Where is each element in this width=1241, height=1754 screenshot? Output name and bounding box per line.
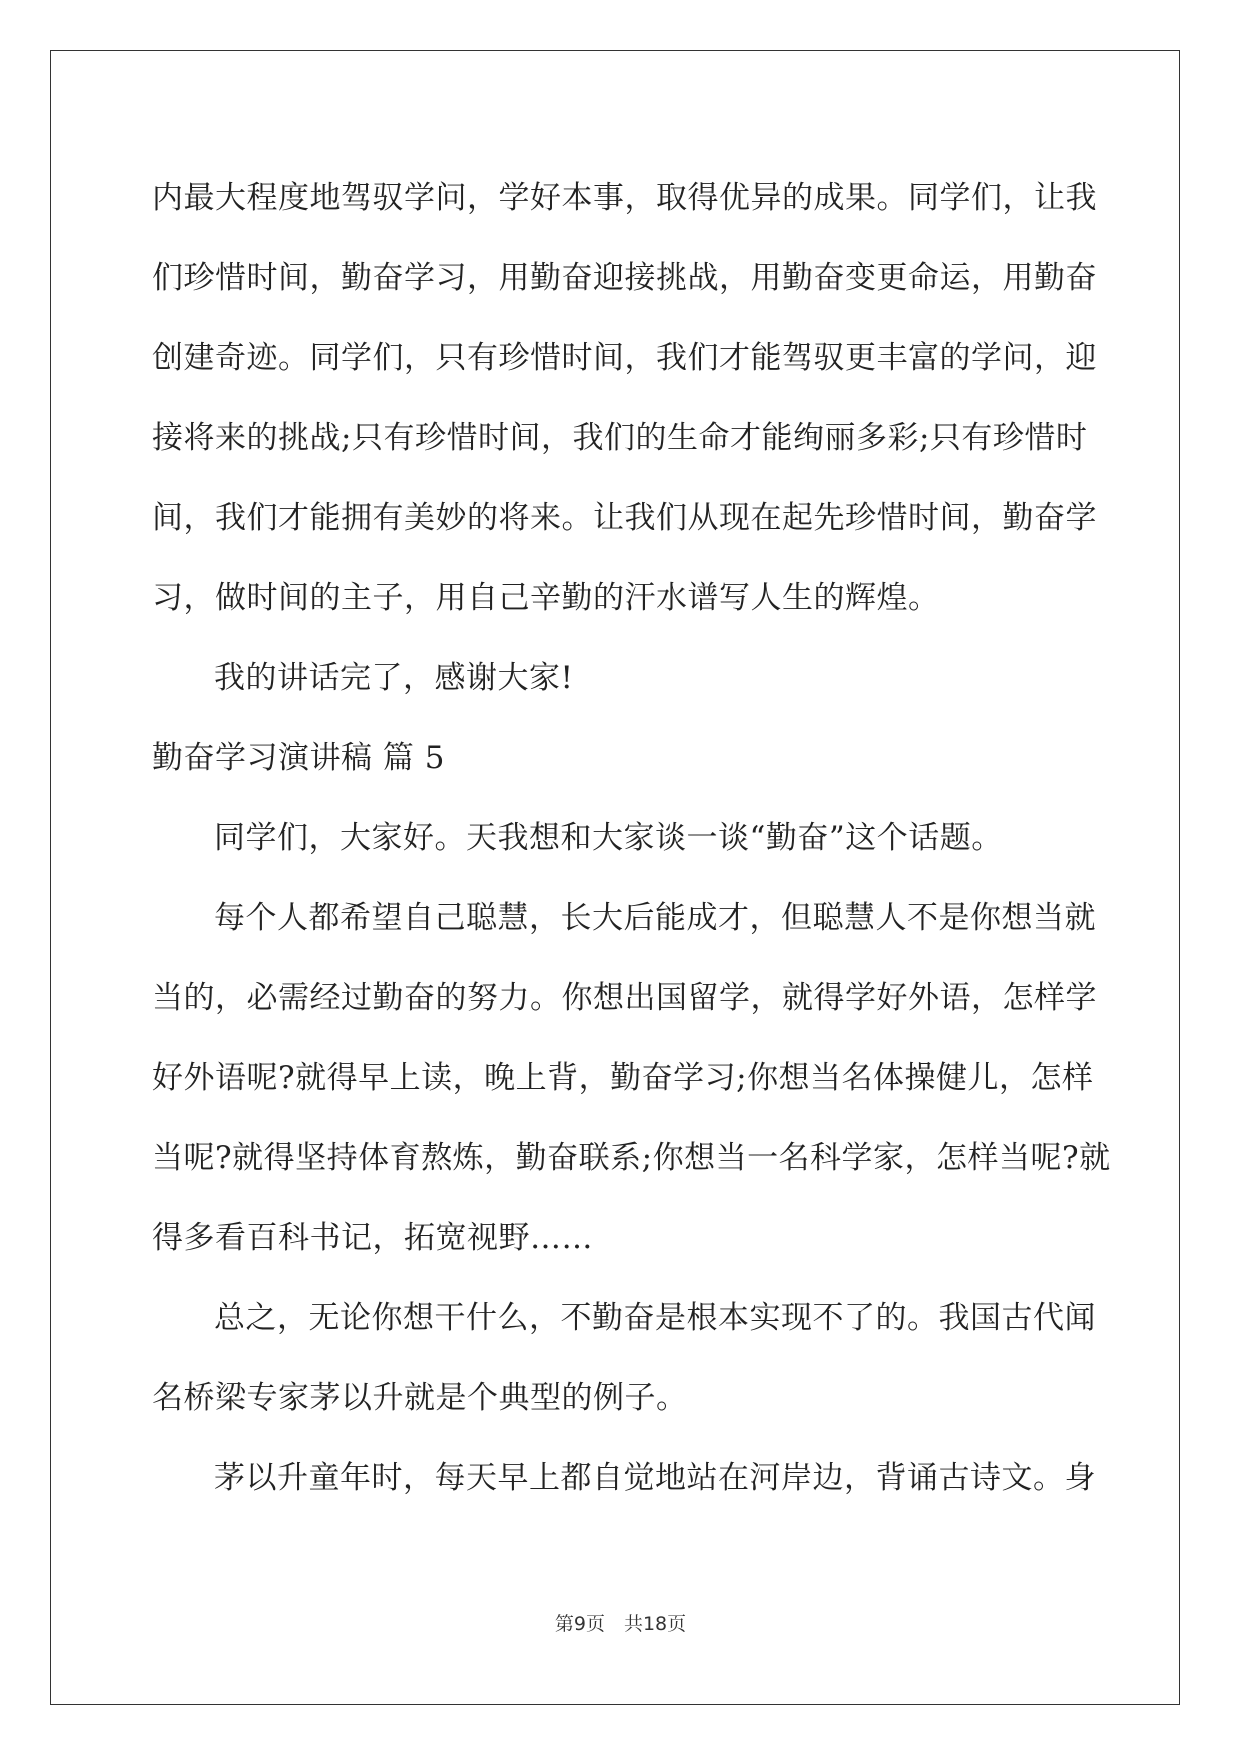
body-line: 得多看百科书记，拓宽视野…… — [152, 1220, 593, 1256]
body-line: 创建奇迹。同学们，只有珍惜时间，我们才能驾驭更丰富的学问，迎 — [152, 340, 1097, 376]
total-page-number: 18 — [642, 1613, 668, 1635]
body-line: 茅以升童年时，每天早上都自觉地站在河岸边，背诵古诗文。身 — [214, 1460, 1096, 1496]
body-line: 总之，无论你想干什么，不勤奋是根本实现不了的。我国古代闻 — [214, 1300, 1096, 1336]
document-body — [152, 158, 1111, 1518]
body-line: 当呢?就得坚持体育熬炼，勤奋联系;你想当一名科学家，怎样当呢?就 — [152, 1140, 1111, 1176]
body-line: 当的，必需经过勤奋的努力。你想出国留学，就得学好外语，怎样学 — [152, 980, 1097, 1016]
current-page-number: 9 — [573, 1613, 586, 1635]
footer-prefix: 第 — [554, 1613, 574, 1635]
body-line: 同学们，大家好。天我想和大家谈一谈“勤奋”这个话题。 — [214, 820, 1003, 856]
footer-mid: 页 共 — [585, 1613, 643, 1635]
body-line: 间，我们才能拥有美妙的将来。让我们从现在起先珍惜时间，勤奋学 — [152, 500, 1097, 536]
body-line: 好外语呢?就得早上读，晚上背，勤奋学习;你想当名体操健儿，怎样 — [152, 1060, 1094, 1096]
page-footer — [0, 1609, 1241, 1636]
section-heading: 勤奋学习演讲稿 篇 5 — [152, 740, 445, 776]
footer-suffix: 页 — [667, 1613, 687, 1635]
body-line: 我的讲话完了，感谢大家! — [214, 660, 574, 696]
body-line: 内最大程度地驾驭学问，学好本事，取得优异的成果。同学们，让我 — [152, 180, 1097, 216]
body-line: 名桥梁专家茅以升就是个典型的例子。 — [152, 1380, 688, 1416]
body-line: 们珍惜时间，勤奋学习，用勤奋迎接挑战，用勤奋变更命运，用勤奋 — [152, 260, 1097, 296]
body-line: 接将来的挑战;只有珍惜时间，我们的生命才能绚丽多彩;只有珍惜时 — [152, 420, 1088, 456]
body-line: 每个人都希望自己聪慧，长大后能成才，但聪慧人不是你想当就 — [214, 900, 1096, 936]
body-line: 习，做时间的主子，用自己辛勤的汗水谱写人生的辉煌。 — [152, 580, 940, 616]
